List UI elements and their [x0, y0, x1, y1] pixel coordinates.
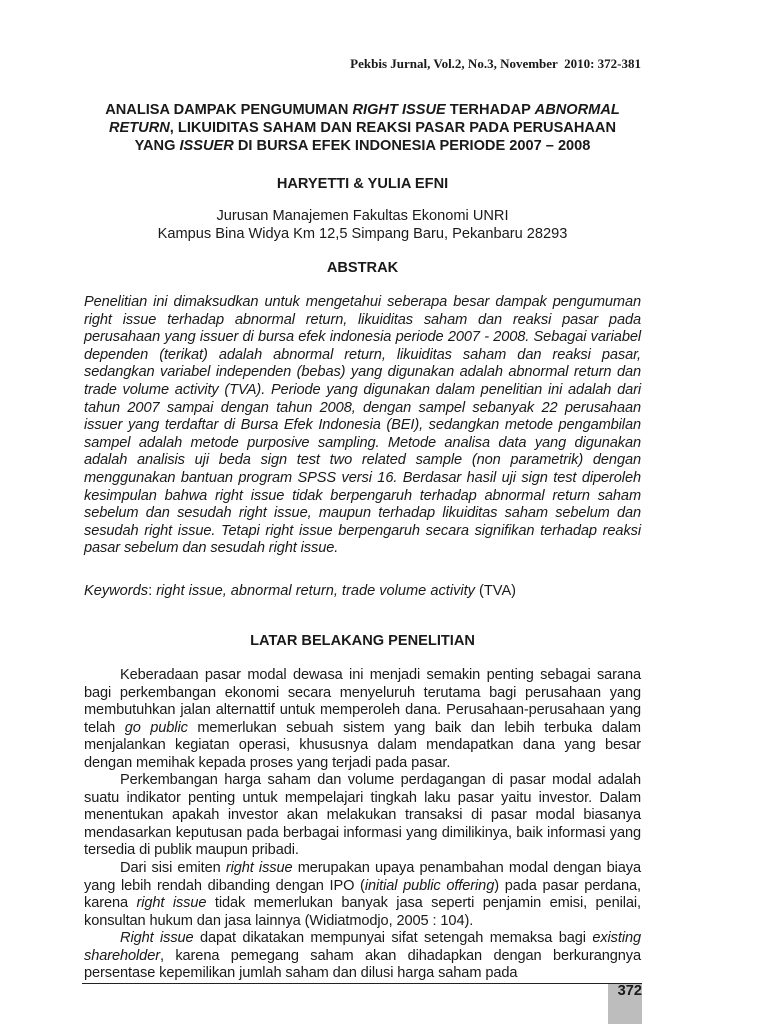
text: tidak memerlukan banyak jasa seperti penjamin emisi, penilai, konsultan hukum dan jasa lainnya (Widiatmodjo, 2005 : 104).	[84, 895, 641, 929]
text: , karena pemegang saham akan dihadapkan dengan berkurangnya persentase kepemilikan jumlah saham dan dilusi harga saham pada	[84, 947, 641, 982]
paper-title	[84, 101, 641, 155]
affiliation-department: Jurusan Manajemen Fakultas Ekonomi UNRI	[216, 208, 509, 224]
text: Keberadaan pasar modal dewasa ini menjadi semakin penting sebagai sarana bagi perkembangan ekonomi secara menyeluruh terutama bagi perusahaan yang membutuhkan jalan alternattif untuk memperoleh dana. Perusahaan-perusahaan yang telah	[84, 667, 641, 736]
keywords-label: Keywords	[84, 583, 149, 599]
text: Dari sisi emiten	[120, 860, 226, 877]
keywords-tail: (TVA)	[474, 583, 517, 599]
italic-term: existing shareholder	[84, 930, 641, 964]
italic-term: Right issue	[120, 930, 194, 947]
journal-reference: Pekbis Jurnal, Vol.2, No.3, November 2010: 372-381	[350, 56, 641, 71]
text: dapat dikatakan mempunyai sifat setengah memaksa bagi	[193, 930, 593, 947]
title-text: TERHADAP	[445, 102, 535, 118]
abstract-heading: ABSTRAK	[326, 260, 399, 276]
paragraph	[84, 667, 641, 772]
text: ) pada pasar perdana, karena	[84, 877, 642, 912]
keywords-list: right issue, abnormal return, trade volume activity	[156, 583, 475, 599]
paragraph	[84, 860, 641, 930]
paragraph: Perkembangan harga saham dan volume perdagangan di pasar modal adalah suatu indikator penting untuk mempelajari tingkah laku pasar yaitu investor. Dalam menentukan apakah investor akan melakukan transaksi di pasar modal biasanya mendasarkan keputusan pada berbagai informasi yang dimilikinya, baik informasi yang tersedia di publik maupun pribadi.	[84, 772, 641, 859]
title-italic-term: RETURN	[108, 120, 170, 136]
footer-divider	[82, 983, 642, 984]
italic-term: go public	[124, 719, 188, 736]
italic-term: right issue	[136, 895, 207, 912]
title-text: YANG	[134, 138, 180, 154]
section-body	[84, 667, 641, 983]
title-italic-term: RIGHT ISSUE	[352, 102, 446, 118]
section-heading: LATAR BELAKANG PENELITIAN	[250, 633, 475, 649]
title-italic-term: ABNORMAL	[534, 102, 620, 118]
affiliation-address: Kampus Bina Widya Km 12,5 Simpang Baru, Pekanbaru 28293	[157, 226, 568, 242]
title-italic-term: ISSUER	[179, 138, 234, 154]
text: merupakan upaya penambahan modal dengan biaya yang lebih rendah dibanding dengan IPO (	[84, 860, 641, 894]
paragraph	[84, 930, 641, 983]
keywords	[84, 583, 641, 601]
italic-term: right issue	[225, 860, 293, 877]
affiliation	[84, 207, 641, 243]
italic-term: initial public offering	[364, 877, 495, 894]
title-text: DI BURSA EFEK INDONESIA PERIODE 2007 – 2008	[233, 138, 591, 154]
text: memerlukan sebuah sistem yang baik dan lebih terbuka dalam menjalankan kegiatan operasi, khususnya dalam mendapatkan dana yang besar dengan memihak kepada proses yang terjadi pada pasar.	[84, 719, 641, 771]
title-text: , LIKUIDITAS SAHAM DAN REAKSI PASAR PADA PERUSAHAAN	[169, 120, 617, 136]
page-number: 372	[617, 983, 642, 999]
keywords-colon: :	[148, 583, 157, 599]
authors: HARYETTI & YULIA EFNI	[276, 176, 449, 192]
abstract-body: Penelitian ini dimaksudkan untuk mengetahui seberapa besar dampak pengumuman right issue terhadap abnormal return, likuiditas saham dan reaksi pasar pada perusahaan yang issuer di bursa efek indonesia periode 2007 - 2008. Sebagai variabel dependen (terikat) adalah abnormal return, likuiditas saham dan reaksi pasar, sedangkan variabel independen (bebas) yang digunakan adalah abnormal return dan trade volume activity (TVA). Periode yang digunakan dalam penelitian ini adalah dari tahun 2007 sampai dengan tahun 2008, dengan sampel sebanyak 22 perusahaan issuer yang terdaftar di Bursa Efek Indonesia (BEI), sedangkan metode pengambilan sampel adalah metode purposive sampling. Metode analisa data yang digunakan adalah analisis uji beda sign test two related sample (non parametrik) dengan menggunakan bantuan program SPSS versi 16. Berdasar hasil uji sign test diperoleh kesimpulan bahwa right issue tidak berpengaruh terhadap abnormal return saham sebelum dan sesudah right issue, maupun terhadap likuiditas saham sebelum dan sesudah right issue. Tetapi right issue berpengaruh secara signifikan terhadap reaksi pasar sebelum dan sesudah right issue.	[84, 294, 641, 557]
title-text: ANALISA DAMPAK PENGUMUMAN	[105, 102, 353, 118]
